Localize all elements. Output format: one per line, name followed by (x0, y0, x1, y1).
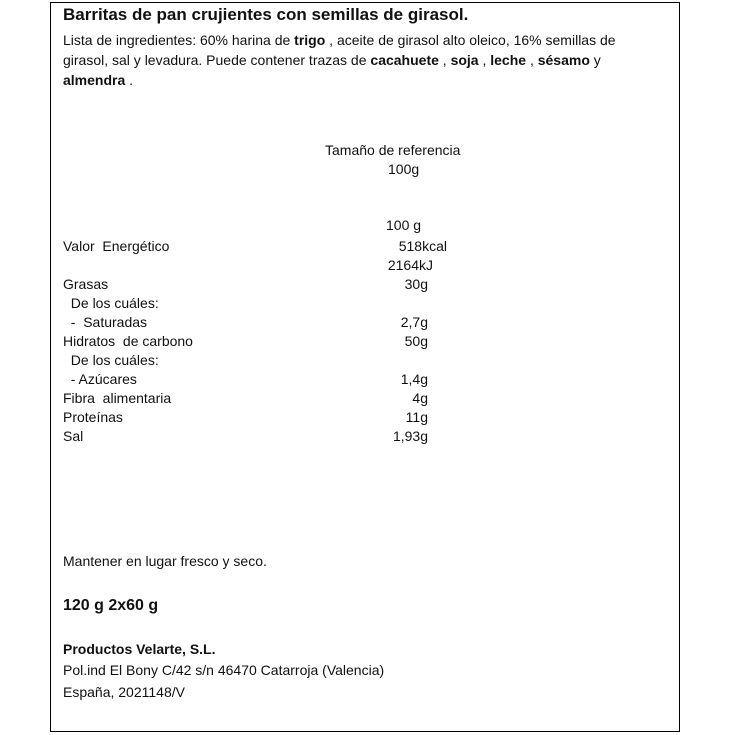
ingredients-text: , aceite de girasol alto oleico, 16% semillas de girasol, sal y levadura. Puede contener trazas de (63, 32, 616, 68)
label-sheet (50, 2, 680, 732)
ingredients-separator: , (478, 52, 491, 68)
allergen-trigo: trigo (294, 32, 326, 48)
reference-size-label: Tamaño de referencia (325, 142, 461, 158)
nutrition-label: Sal (63, 428, 84, 444)
nutrition-label: Proteínas (63, 409, 123, 425)
nutrition-value: 30g (404, 276, 428, 292)
nutrition-value: 1,93g (392, 428, 428, 444)
company-address: Pol.ind El Bony C/42 s/n 46470 Catarroja (Valencia) (63, 662, 385, 678)
ingredients-list (63, 30, 663, 90)
nutrition-row-protein (63, 409, 463, 428)
nutrition-row-carbs (63, 333, 463, 352)
nutrition-column-header: 100 g (386, 217, 422, 233)
nutrition-row-fat (63, 276, 463, 295)
nutrition-value: 1,4g (400, 371, 428, 387)
nutrition-label: Fibra alimentaria (63, 390, 172, 406)
nutrition-row-energy (63, 238, 463, 257)
nutrition-label: - Saturadas (63, 314, 148, 330)
nutrition-label: Valor Energético (63, 238, 170, 254)
nutrition-value: 4g (412, 390, 428, 406)
nutrition-label: Grasas (63, 276, 109, 292)
ingredients-separator: , (526, 52, 538, 68)
storage-instructions: Mantener en lugar fresco y seco. (63, 553, 267, 569)
nutrition-value: 518kcal (398, 238, 447, 254)
nutrition-label: De los cuáles: (63, 352, 159, 368)
nutrition-row-subheader (63, 295, 463, 314)
nutrition-value: 11g (405, 409, 428, 425)
allergen-almendra: almendra (63, 72, 126, 88)
nutrition-row-saturated (63, 314, 463, 333)
nutrition-row-sugars (63, 371, 463, 390)
allergen-cacahuete: cacahuete (370, 52, 439, 68)
ingredients-separator: y (589, 52, 601, 68)
company-country-registration: España, 2021148/V (63, 684, 185, 700)
nutrition-label: Hidratos de carbono (63, 333, 193, 349)
nutrition-row-fiber (63, 390, 463, 409)
allergen-soja: soja (450, 52, 479, 68)
ingredients-separator: , (438, 52, 451, 68)
net-weight: 120 g 2x60 g (63, 597, 159, 614)
allergen-leche: leche (490, 52, 527, 68)
allergen-sesamo: sésamo (537, 52, 590, 68)
nutrition-value: 50g (404, 333, 428, 349)
ingredients-end: . (125, 72, 134, 88)
ingredients-intro: Lista de ingredientes: 60% harina de (63, 32, 295, 48)
nutrition-label: De los cuáles: (63, 295, 159, 311)
nutrition-value: 2164kJ (387, 257, 433, 273)
nutrition-row-salt (63, 428, 463, 447)
product-title: Barritas de pan crujientes con semillas de girasol. (63, 5, 469, 24)
nutrition-row-subheader (63, 352, 463, 371)
company-name: Productos Velarte, S.L. (63, 641, 216, 657)
nutrition-row-energy-kj (63, 257, 463, 276)
nutrition-label: - Azúcares (63, 371, 137, 387)
reference-size-value: 100g (388, 161, 420, 177)
nutrition-value: 2,7g (400, 314, 428, 330)
